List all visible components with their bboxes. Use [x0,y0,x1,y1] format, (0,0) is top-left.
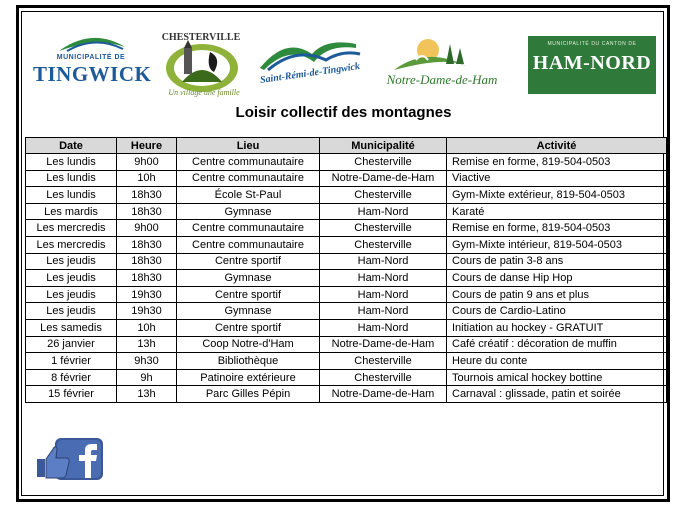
cell-heure: 18h30 [117,236,177,253]
cell-activite: Cours de patin 3-8 ans [447,253,667,270]
table-row [26,353,667,370]
cell-date: 26 janvier [26,336,117,353]
cell-date: 1 février [26,353,117,370]
cell-lieu: Centre communautaire [177,154,320,171]
cell-heure: 18h30 [117,203,177,220]
cell-date: Les mercredis [26,220,117,237]
cell-heure: 19h30 [117,286,177,303]
cell-date: Les jeudis [26,286,117,303]
cell-lieu: Gymnase [177,303,320,320]
table-row [26,386,667,403]
cell-date: Les mardis [26,203,117,220]
ham-nord-logo [528,36,656,94]
schedule-table [25,137,667,403]
cell-municipalite: Chesterville [320,369,447,386]
cell-heure: 9h00 [117,220,177,237]
ham-nord-logo-small: MUNICIPALITÉ DU CANTON DE [547,41,637,47]
cell-activite: Tournois amical hockey bottine [447,369,667,386]
cell-date: Les mercredis [26,236,117,253]
cell-municipalite: Chesterville [320,220,447,237]
cell-lieu: Gymnase [177,203,320,220]
cell-date: Les jeudis [26,303,117,320]
cell-activite: Cours de danse Hip Hop [447,270,667,287]
cell-activite: Gym-Mixte intérieur, 819-504-0503 [447,236,667,253]
cell-heure: 13h [117,336,177,353]
cell-date: Les samedis [26,319,117,336]
cell-activite: Cours de patin 9 ans et plus [447,286,667,303]
cell-activite: Heure du conte [447,353,667,370]
logo-banner [28,28,664,106]
cell-heure: 19h30 [117,303,177,320]
cell-heure: 9h [117,369,177,386]
table-row [26,319,667,336]
cell-lieu: Gymnase [177,270,320,287]
saint-remi-logo [250,28,370,106]
cell-municipalite: Ham-Nord [320,203,447,220]
saint-remi-logo-name: Saint-Rémi-de-Tingwick [259,61,361,86]
tingwick-logo [33,28,152,106]
cell-date: Les jeudis [26,270,117,287]
cell-municipalite: Ham-Nord [320,303,447,320]
cell-lieu: École St-Paul [177,187,320,204]
cell-activite: Remise en forme, 819-504-0503 [447,154,667,171]
cell-municipalite: Ham-Nord [320,253,447,270]
cell-municipalite: Notre-Dame-de-Ham [320,336,447,353]
cell-municipalite: Chesterville [320,154,447,171]
notre-dame-logo-name: Notre-Dame-de-Ham [386,72,498,87]
cell-activite: Remise en forme, 819-504-0503 [447,220,667,237]
table-row [26,154,667,171]
cell-lieu: Centre sportif [177,286,320,303]
table-row [26,203,667,220]
table-row [26,303,667,320]
chesterville-logo-tagline: Un village une famille [168,88,240,97]
table-row [26,220,667,237]
table-row [26,187,667,204]
facebook-like-icon[interactable] [35,437,105,482]
cell-heure: 10h [117,319,177,336]
cell-activite: Gym-Mixte extérieur, 819-504-0503 [447,187,667,204]
cell-date: Les lundis [26,170,117,187]
table-row [26,170,667,187]
header-date: Date [26,138,117,154]
table-row [26,286,667,303]
table-row [26,270,667,287]
table-row [26,236,667,253]
tingwick-swoosh-icon [57,33,127,53]
cell-heure: 10h [117,170,177,187]
cell-municipalite: Ham-Nord [320,319,447,336]
cell-heure: 9h00 [117,154,177,171]
cell-date: Les jeudis [26,253,117,270]
tingwick-logo-name: TINGWICK [33,62,152,86]
tingwick-logo-small: MUNICIPALITÉ DE [56,54,126,61]
cell-lieu: Patinoire extérieure [177,369,320,386]
cell-lieu: Parc Gilles Pépin [177,386,320,403]
cell-municipalite: Chesterville [320,187,447,204]
cell-activite: Initiation au hockey - GRATUIT [447,319,667,336]
notre-dame-landscape-icon [376,36,508,72]
table-row [26,253,667,270]
cell-municipalite: Ham-Nord [320,286,447,303]
cell-heure: 18h30 [117,270,177,287]
cell-heure: 9h30 [117,353,177,370]
cell-lieu: Bibliothèque [177,353,320,370]
cell-lieu: Centre communautaire [177,236,320,253]
ham-nord-logo-name: HAM-NORD [532,52,652,74]
chesterville-logo-name: CHESTERVILLE [161,32,241,43]
table-row [26,369,667,386]
cell-activite: Carnaval : glissade, patin et soirée [447,386,667,403]
chesterville-logo [158,28,244,106]
cell-lieu: Coop Notre-d'Ham [177,336,320,353]
header-activite: Activité [447,138,667,154]
cell-municipalite: Chesterville [320,353,447,370]
cell-lieu: Centre communautaire [177,220,320,237]
cell-municipalite: Ham-Nord [320,270,447,287]
cell-date: Les lundis [26,187,117,204]
cell-heure: 13h [117,386,177,403]
header-heure: Heure [117,138,177,154]
header-municipalite: Municipalité [320,138,447,154]
table-row [26,336,667,353]
cell-date: 8 février [26,369,117,386]
page-title: Loisir collectif des montagnes [235,104,452,121]
cell-heure: 18h30 [117,187,177,204]
cell-heure: 18h30 [117,253,177,270]
cell-municipalite: Chesterville [320,236,447,253]
cell-lieu: Centre sportif [177,319,320,336]
cell-activite: Karaté [447,203,667,220]
cell-lieu: Centre communautaire [177,170,320,187]
cell-activite: Cours de Cardio-Latino [447,303,667,320]
cell-municipalite: Notre-Dame-de-Ham [320,386,447,403]
cell-lieu: Centre sportif [177,253,320,270]
cell-municipalite: Notre-Dame-de-Ham [320,170,447,187]
header-lieu: Lieu [177,138,320,154]
cell-activite: Viactive [447,170,667,187]
cell-date: 15 février [26,386,117,403]
notre-dame-logo [376,28,508,106]
cell-date: Les lundis [26,154,117,171]
table-header-row [26,138,667,154]
cell-activite: Café créatif : décoration de muffin [447,336,667,353]
